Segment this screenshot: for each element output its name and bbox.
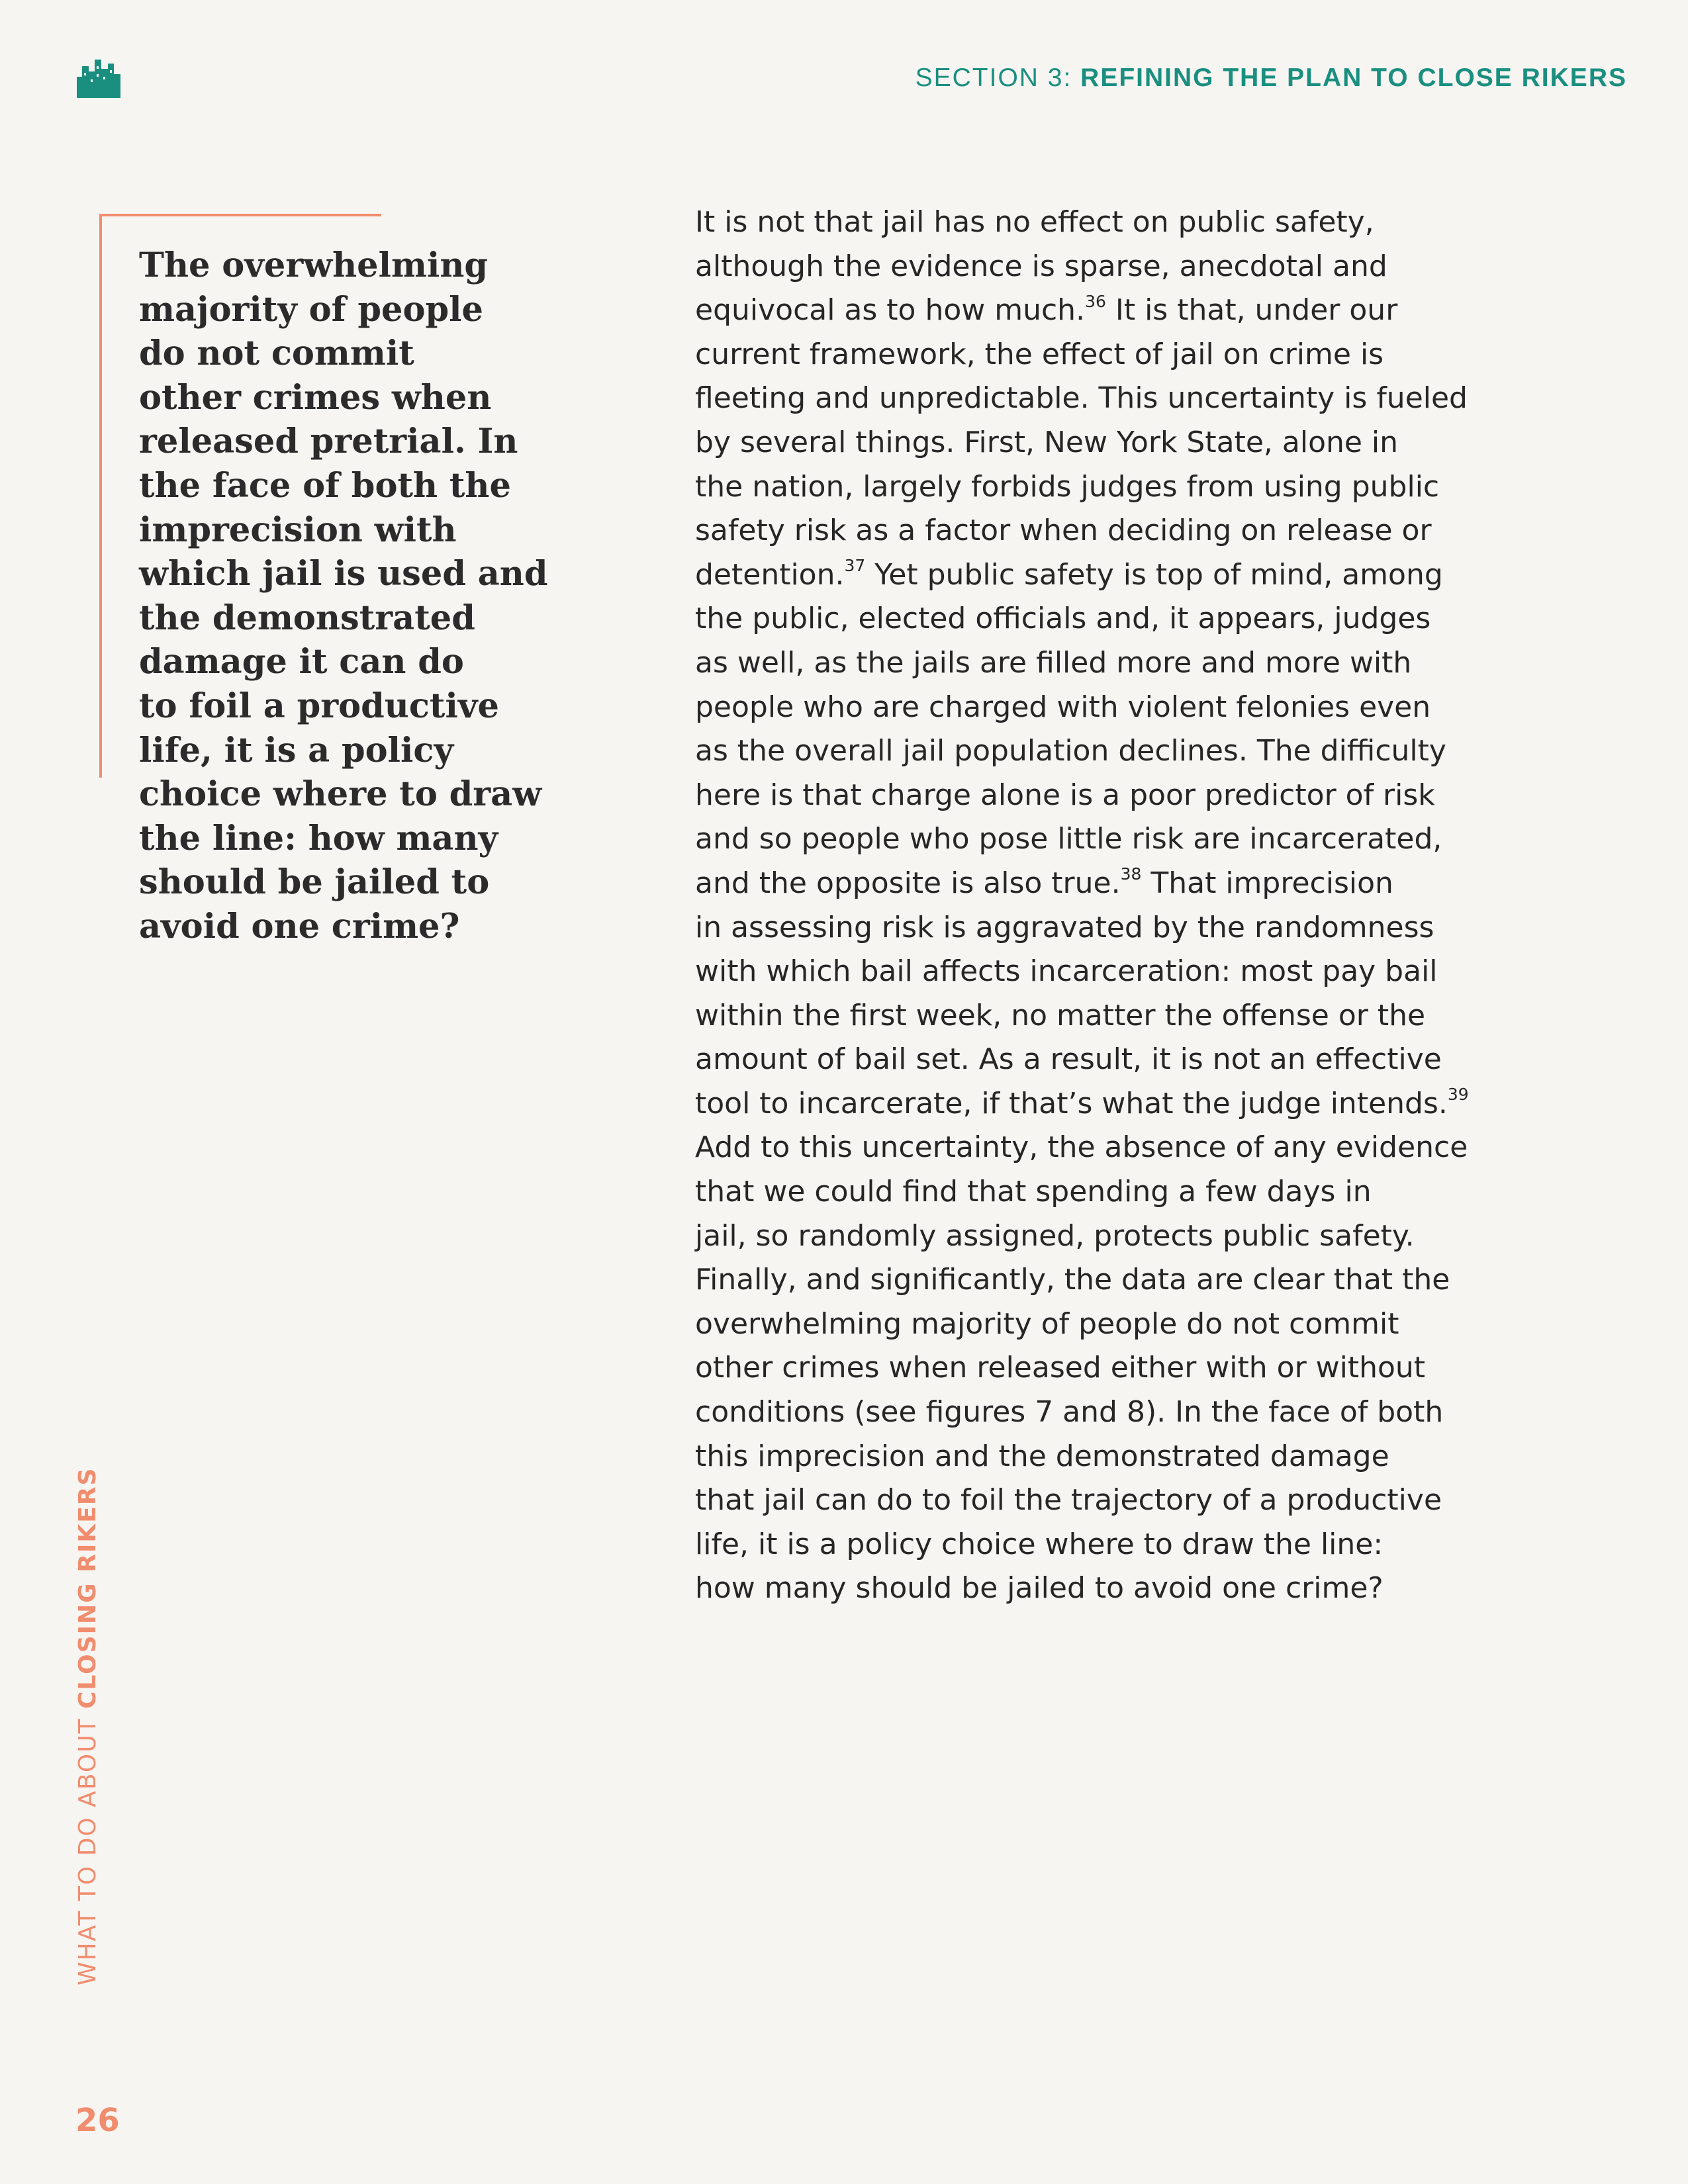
- body-line-text: fleeting and unpredictable. This uncertainty is fueled: [695, 381, 1468, 416]
- body-line: [695, 514, 1432, 547]
- body-line-text: amount of bail set. As a result, it is not an effective: [695, 1042, 1442, 1077]
- body-line: [695, 1130, 1468, 1164]
- body-line-text: although the evidence is sparse, anecdotal and: [695, 249, 1387, 283]
- body-line-text: here is that charge alone is a poor predictor of risk: [695, 778, 1435, 812]
- page-number: 26: [75, 2102, 120, 2139]
- body-line-text: as well, as the jails are filled more and more with: [695, 645, 1412, 680]
- body-line: [695, 1175, 1372, 1208]
- body-line: [695, 1263, 1450, 1297]
- pull-quote-line: the face of both the: [139, 465, 511, 506]
- pull-quote-line: the demonstrated: [139, 598, 475, 638]
- body-line: [695, 954, 1438, 988]
- body-line-text: how many should be jailed to avoid one crime?: [695, 1571, 1383, 1606]
- body-line: [695, 293, 1397, 327]
- body-line: [695, 1439, 1389, 1473]
- body-line-text: life, it is a policy choice where to draw the line:: [695, 1527, 1383, 1561]
- body-line-text: Finally, and significantly, the data are clear that the: [695, 1263, 1450, 1297]
- body-line-text: the nation, largely forbids judges from using public: [695, 469, 1440, 504]
- footnote-marker: 39: [1447, 1085, 1469, 1105]
- body-line-text: the public, elected officials and, it appears, judges: [695, 602, 1431, 636]
- body-line: [695, 1527, 1383, 1561]
- body-line-text: in assessing risk is aggravated by the randomness: [695, 910, 1434, 944]
- pull-quote-line: majority of people: [139, 289, 483, 330]
- body-line-text: equivocal as to how much.: [695, 293, 1086, 328]
- body-line: [695, 1395, 1443, 1429]
- pull-quote-line: to foil a productive: [139, 686, 499, 726]
- pull-quote-line: released pretrial. In: [139, 422, 518, 462]
- body-line-text: as the overall jail population declines. The difficulty: [695, 734, 1446, 768]
- body-line-text: and the opposite is also true.: [695, 866, 1121, 900]
- body-line-text: conditions (see figures 7 and 8). In the face of both: [695, 1395, 1444, 1430]
- body-line-text: detention.: [695, 557, 845, 592]
- body-line: [695, 866, 1393, 900]
- body-line: [695, 338, 1383, 371]
- body-line-text: Yet public safety is top of mind, among: [865, 557, 1443, 592]
- body-line: [695, 999, 1425, 1032]
- pull-quote-line: imprecision with: [139, 510, 457, 550]
- footnote-marker: 38: [1120, 864, 1142, 884]
- pull-quote-line: life, it is a policy: [139, 730, 454, 770]
- pull-quote: [139, 244, 569, 949]
- pull-quote-line: the line: how many: [139, 818, 498, 858]
- body-line: [695, 1483, 1442, 1517]
- body-line: [695, 1571, 1383, 1605]
- body-line-text: other crimes when released either with or without: [695, 1351, 1426, 1385]
- body-line: [695, 778, 1435, 812]
- footnote-marker: 36: [1085, 291, 1106, 311]
- pull-quote-line: avoid one crime?: [139, 906, 460, 946]
- body-line: [695, 734, 1446, 768]
- body-line-text: this imprecision and the demonstrated damage: [695, 1439, 1389, 1473]
- body-line-text: That imprecision: [1141, 866, 1393, 900]
- body-line: [695, 1219, 1415, 1253]
- pull-quote-line: The overwhelming: [139, 246, 489, 285]
- body-line-text: people who are charged with violent felonies even: [695, 690, 1431, 724]
- pull-quote-rule-left: [99, 214, 102, 778]
- body-line: [695, 250, 1387, 283]
- body-line: [695, 1087, 1469, 1120]
- body-line: [695, 1042, 1442, 1076]
- body-text: [695, 201, 1556, 1611]
- section-number: SECTION 3:: [915, 64, 1081, 92]
- side-label-emphasis: CLOSING RIKERS: [74, 1467, 101, 1709]
- footnote-marker: 37: [844, 556, 866, 576]
- body-line-text: by several things. First, New York State, alone in: [695, 425, 1399, 459]
- pull-quote-line: do not commit: [139, 334, 414, 374]
- body-line: [695, 646, 1411, 680]
- pull-quote-line: damage it can do: [139, 642, 464, 682]
- body-line-text: safety risk as a factor when deciding on release or: [695, 514, 1432, 548]
- body-line-text: current framework, the effect of jail on crime is: [695, 337, 1384, 371]
- body-line: [695, 911, 1434, 944]
- body-line: [695, 558, 1443, 592]
- body-line-text: overwhelming majority of people do not commit: [695, 1306, 1399, 1341]
- body-line-text: tool to incarcerate, if that’s what the judge intends.: [695, 1086, 1448, 1120]
- pull-quote-rule-top: [99, 214, 381, 216]
- pull-quote-line: choice where to draw: [139, 774, 542, 815]
- city-skyline-icon: [77, 57, 120, 98]
- body-line-text: that we could find that spending a few days in: [695, 1175, 1372, 1209]
- body-line-text: Add to this uncertainty, the absence of any evidence: [695, 1130, 1468, 1165]
- body-line-text: and so people who pose little risk are incarcerated,: [695, 822, 1442, 856]
- body-line: [695, 1351, 1425, 1385]
- body-line: [695, 470, 1439, 504]
- body-line: [695, 690, 1430, 724]
- body-line-text: It is that, under our: [1105, 293, 1398, 328]
- body-line-text: that jail can do to foil the trajectory of a productive: [695, 1483, 1442, 1518]
- side-label-prefix: WHAT TO DO ABOUT: [74, 1708, 101, 1985]
- side-label: [74, 1467, 101, 1985]
- pull-quote-line: other crimes when: [139, 377, 492, 418]
- section-header: [915, 64, 1627, 93]
- pull-quote-line: should be jailed to: [139, 862, 490, 903]
- body-line: [695, 1307, 1399, 1341]
- body-line-text: It is not that jail has no effect on public safety,: [695, 205, 1374, 239]
- body-line: [695, 602, 1430, 635]
- body-line: [695, 426, 1398, 459]
- section-title: REFINING THE PLAN TO CLOSE RIKERS: [1080, 64, 1627, 92]
- body-line-text: jail, so randomly assigned, protects public safety.: [695, 1218, 1415, 1253]
- body-line-text: with which bail affects incarceration: most pay bail: [695, 954, 1438, 989]
- body-line: [695, 822, 1442, 856]
- pull-quote-line: which jail is used and: [139, 554, 548, 594]
- body-line-text: within the first week, no matter the offense or the: [695, 998, 1426, 1032]
- body-line: [695, 381, 1468, 415]
- body-line: [695, 205, 1374, 239]
